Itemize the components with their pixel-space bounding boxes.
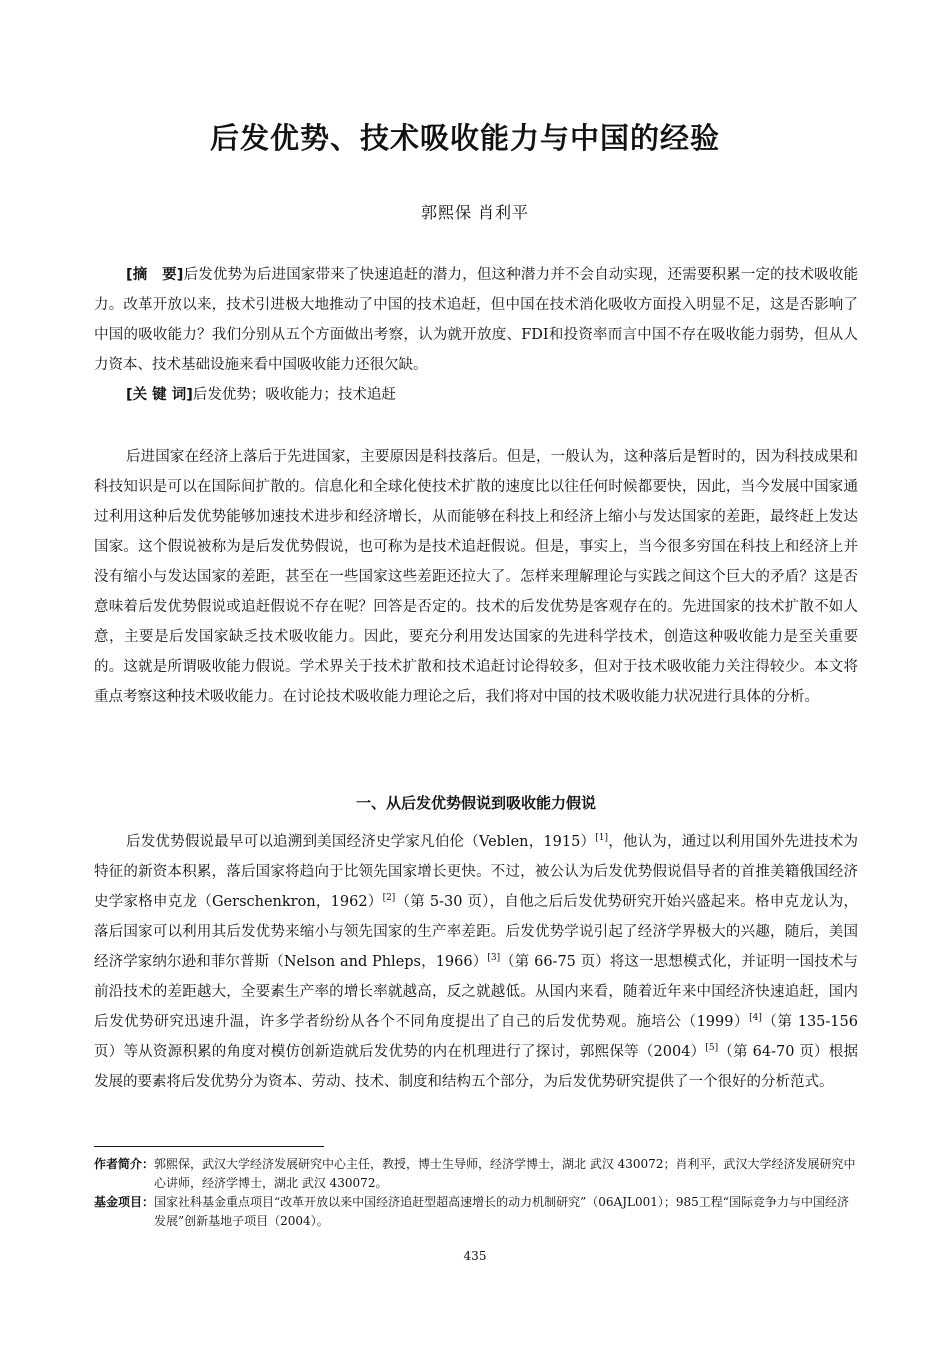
footnote-fund-label: 基金项目：	[94, 1195, 155, 1209]
footnote-fund-text: 国家社科基金重点项目“改革开放以来中国经济追赶型超高速增长的动力机制研究”（06AJL001）；985工程“国际竞争力与中国经济发展”创新基地子项目（2004）。	[154, 1195, 849, 1228]
citation-ref: [3]	[487, 953, 501, 963]
keywords	[94, 380, 858, 410]
keywords-text: 后发优势；吸收能力；技术追赶	[192, 387, 396, 403]
footnote-author-text: 郭熙保，武汉大学经济发展研究中心主任，教授，博士生导师，经济学博士，湖北 武汉 430072；肖利平，武汉大学经济发展研究中心讲师，经济学博士，湖北 武汉 430072。	[154, 1157, 856, 1190]
para-text: （第 66-75 页）将这一思想模式化，并证明一国技术与前沿技术的差距越大，全要素生产率的增长率就越高，反之就越低。从国内来看，随着近年来中国经济快速追赶，国内后发优势研究迅速升温，许多学者纷纷从各个不同角度提出了自己的后发优势观。施培公（1999）	[94, 954, 858, 1030]
page-number: 435	[463, 1249, 487, 1263]
paper-title: 后发优势、技术吸收能力与中国的经验	[209, 121, 720, 155]
para-text: （第 135-156 页）等从资源积累的角度对模仿创新造就后发优势的内在机理进行了探讨，郭熙保等（2004）	[94, 1014, 858, 1060]
keywords-label: [关 键 词]	[126, 387, 193, 403]
citation-ref: [4]	[749, 1013, 762, 1023]
abstract	[94, 260, 858, 380]
section-heading-1: 一、从后发优势假说到吸收能力假说	[355, 794, 596, 812]
abstract-text: 后发优势为后进国家带来了快速追赶的潜力，但这种潜力并不会自动实现，还需要积累一定的技术吸收能力。改革开放以来，技术引进极大地推动了中国的技术追赶，但中国在技术消化吸收方面投入明显不足，这是否影响了中国的吸收能力？我们分别从五个方面做出考察，认为就开放度、FDI和投资率而言中国不存在吸收能力弱势，但从人力资本、技术基础设施来看中国吸收能力还很欠缺。	[94, 267, 858, 373]
abstract-label: [摘 要]	[126, 267, 184, 283]
para-text: 后发优势假说最早可以追溯到美国经济史学家凡伯伦（Veblen，1915）	[126, 834, 596, 850]
para-text: （第 5-30 页），自他之后后发优势研究开始兴盛起来。格申克龙认为，落后国家可以利用其后发优势来缩小与领先国家的生产率差距。后发优势学说引起了经济学界极大的兴趣，随后，美国经济学家纳尔逊和菲尔普斯（Nelson and Phleps，1966）	[94, 894, 858, 970]
para-text: ，他认为，通过以利用国外先进技术为特征的新资本积累，落后国家将趋向于比领先国家增长更快。不过，被公认为后发优势假说倡导者的首推美籍俄国经济史学家格申克龙（Gerschenkron，1962）	[94, 834, 858, 910]
intro-paragraph: 后进国家在经济上落后于先进国家，主要原因是科技落后。但是，一般认为，这种落后是暂时的，因为科技成果和科技知识是可以在国际间扩散的。信息化和全球化使技术扩散的速度比以往任何时候都要快，因此，当今发展中国家通过利用这种后发优势能够加速技术进步和经济增长，从而能够在科技上和经济上缩小与发达国家的差距，最终赶上发达国家。这个假说被称为是后发优势假说，也可称为是技术追赶假说。但是，事实上，当今很多穷国在科技上和经济上并没有缩小与发达国家的差距，甚至在一些国家这些差距还拉大了。怎样来理解理论与实践之间这个巨大的矛盾？这是否意味着后发优势假说或追赶假说不存在呢？回答是否定的。技术的后发优势是客观存在的。先进国家的技术扩散不如人意，主要是后发国家缺乏技术吸收能力。因此，要充分利用发达国家的先进科学技术，创造这种吸收能力是至关重要的。这就是所谓吸收能力假说。学术界关于技术扩散和技术追赶讨论得较多，但对于技术吸收能力关注得较少。本文将重点考察这种技术吸收能力。在讨论技术吸收能力理论之后，我们将对中国的技术吸收能力状况进行具体的分析。	[94, 449, 858, 705]
citation-ref: [1]	[595, 833, 608, 843]
footnote-author	[94, 1155, 858, 1193]
citation-ref: [5]	[705, 1043, 719, 1053]
para-text: （第 64-70 页）根据发展的要素将后发优势分为资本、劳动、技术、制度和结构五个部分，为后发优势研究提供了一个很好的分析范式。	[94, 1044, 858, 1090]
authors: 郭熙保 肖利平	[420, 203, 530, 222]
footnote-divider	[94, 1146, 324, 1147]
footnote-author-label: 作者简介：	[94, 1157, 155, 1171]
footnote-fund	[94, 1193, 858, 1231]
citation-ref: [2]	[382, 893, 396, 903]
section1-paragraph	[94, 827, 858, 1097]
